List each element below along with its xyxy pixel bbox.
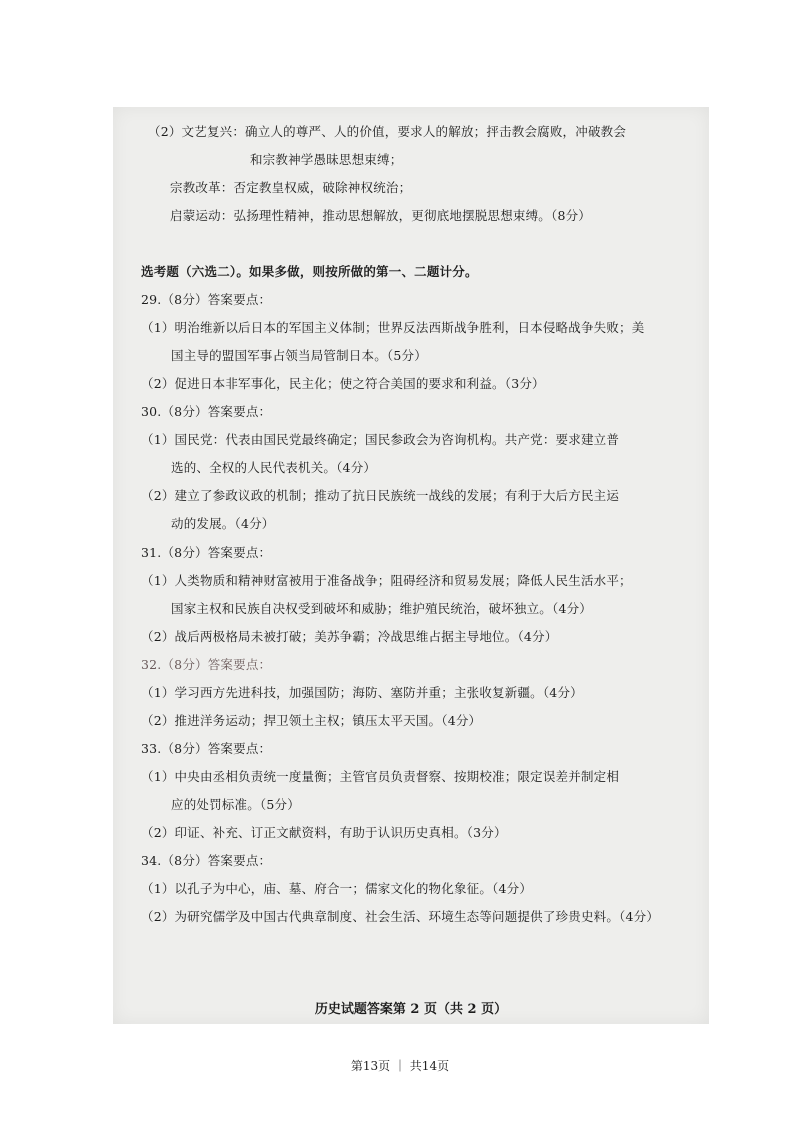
- question-heading: 34.（8分）答案要点：: [141, 853, 272, 868]
- answer-line: 和宗教神学愚昧思想束缚；: [250, 152, 403, 167]
- question-heading: 33.（8分）答案要点：: [141, 741, 272, 756]
- elective-instruction: 选考题（六选二）。如果多做，则按所做的第一、二题计分。: [141, 264, 478, 279]
- answer-line: （2）建立了参政议政的机制；推动了抗日民族统一战线的发展；有利于大后方民主运: [141, 488, 620, 503]
- question-heading: 29.（8分）答案要点：: [141, 292, 272, 307]
- answer-line: （2）推进洋务运动；捍卫领土主权；镇压太平天国。（4分）: [141, 713, 482, 728]
- answer-line: （1）明治维新以后日本的军国主义体制；世界反法西斯战争胜利，日本侵略战争失败；美: [141, 320, 645, 335]
- answer-line: （2）文艺复兴：确立人的尊严、人的价值，要求人的解放；抨击教会腐败，冲破教会: [148, 124, 627, 139]
- answer-line: 国家主权和民族自决权受到破坏和威胁；维护殖民统治，破坏独立。（4分）: [171, 601, 593, 616]
- page-number: 第13页 ｜ 共14页: [350, 1059, 450, 1073]
- answer-line: 动的发展。（4分）: [171, 516, 275, 531]
- answer-line: （2）印证、补充、订正文献资料，有助于认识历史真相。（3分）: [141, 825, 507, 840]
- question-heading: 31.（8分）答案要点：: [141, 545, 272, 560]
- scanned-answer-page: [113, 107, 709, 1024]
- answer-line: （1）国民党：代表由国民党最终确定；国民参政会为咨询机构。共产党：要求建立普: [141, 432, 620, 447]
- answer-line: （1）中央由丞相负责统一度量衡；主管官员负责督察、按期校准；限定误差并制定相: [141, 769, 620, 784]
- answer-line: 宗教改革：否定教皇权威，破除神权统治；: [170, 180, 412, 195]
- document-footer: 历史试题答案第 2 页（共 2 页）: [314, 1002, 508, 1017]
- answer-line: 启蒙运动：弘扬理性精神，推动思想解放，更彻底地摆脱思想束缚。（8分）: [170, 208, 592, 223]
- answer-line: 应的处罚标准。（5分）: [171, 797, 300, 812]
- answer-line: （1）以孔子为中心，庙、墓、府合一；儒家文化的物化象征。（4分）: [141, 881, 533, 896]
- answer-line: （2）战后两极格局未被打破；美苏争霸；冷战思维占据主导地位。（4分）: [141, 629, 558, 644]
- question-heading: 30.（8分）答案要点：: [141, 404, 272, 419]
- answer-line: （1）人类物质和精神财富被用于准备战争；阻碍经济和贸易发展；降低人民生活水平；: [141, 573, 632, 588]
- question-heading: 32.（8分）答案要点：: [141, 657, 272, 672]
- answer-line: （2）促进日本非军事化，民主化；使之符合美国的要求和利益。（3分）: [141, 376, 545, 391]
- answer-line: （2）为研究儒学及中国古代典章制度、社会生活、环境生态等问题提供了珍贵史料。（4分）: [141, 909, 660, 924]
- answer-line: 选的、全权的人民代表机关。（4分）: [171, 460, 377, 475]
- answer-line: 国主导的盟国军事占领当局管制日本。（5分）: [171, 348, 427, 363]
- answer-line: （1）学习西方先进科技，加强国防；海防、塞防并重；主张收复新疆。（4分）: [141, 685, 583, 700]
